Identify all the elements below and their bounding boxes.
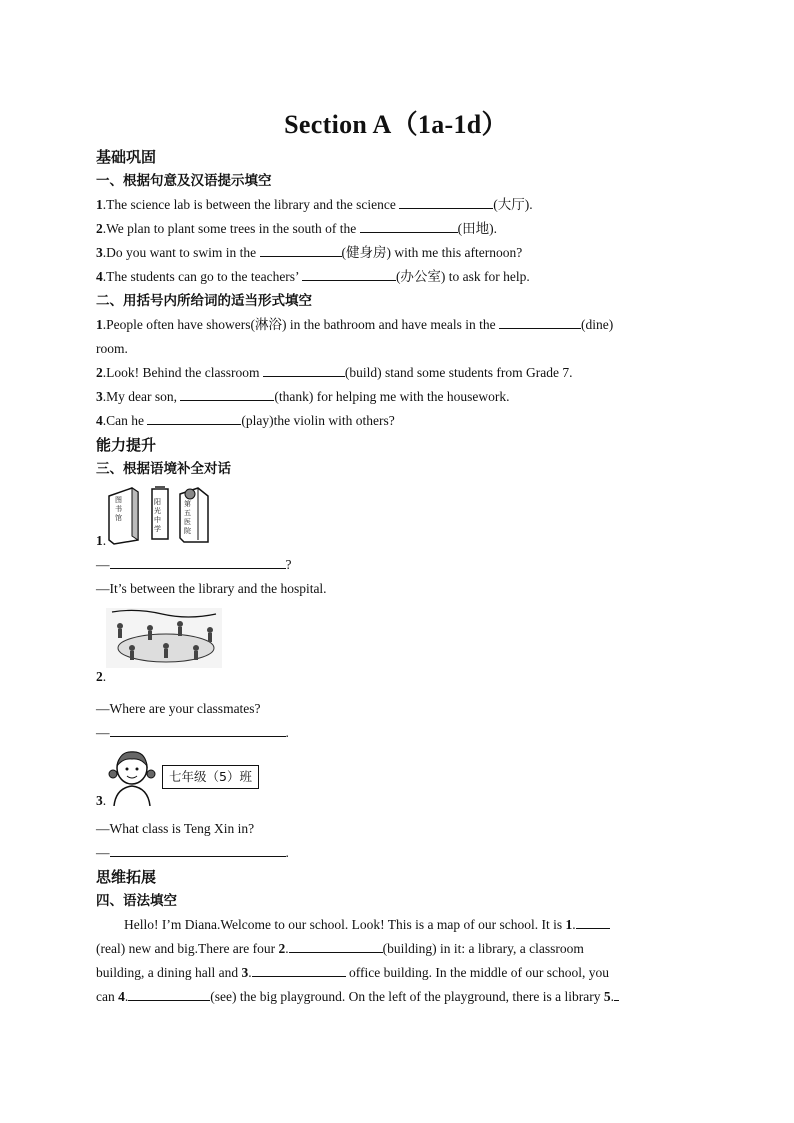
dialogue-2-question: —Where are your classmates? <box>96 701 261 716</box>
answer-blank[interactable] <box>576 914 610 929</box>
label-school: 阳光中学 <box>154 498 161 533</box>
exercise-2-item-2: 2.Look! Behind the classroom (build) stand some students from Grade 7. <box>96 361 696 385</box>
exercise-2-item-3: 3.My dear son, (thank) for helping me with the housework. <box>96 385 696 409</box>
exercise-heading-3: 三、根据语境补全对话 <box>96 461 231 477</box>
exercise-heading-2: 二、用括号内所给词的适当形式填空 <box>96 293 312 309</box>
passage-line-4: can 4. (see) the big playground. On the left of the playground, there is a library 5. <box>96 985 696 1009</box>
exercise-1-item-4: 4.The students can go to the teachers’ (办公室) to ask for help. <box>96 265 696 289</box>
label-hospital: 第五医院 <box>184 500 191 535</box>
exercise-heading-4: 四、语法填空 <box>96 893 177 909</box>
answer-blank[interactable] <box>110 722 286 737</box>
section-heading-basic: 基础巩固 <box>96 148 157 166</box>
answer-blank[interactable] <box>302 266 396 281</box>
answer-blank[interactable] <box>252 962 346 977</box>
answer-blank[interactable] <box>128 986 210 1001</box>
answer-blank[interactable] <box>147 410 241 425</box>
dialogue-1-answer: —It’s between the library and the hospital. <box>96 581 327 596</box>
exercise-2-item-1-cont: room. <box>96 341 128 356</box>
exercise-1-item-3: 3.Do you want to swim in the (健身房) with me this afternoon? <box>96 241 696 265</box>
answer-blank[interactable] <box>289 938 383 953</box>
answer-blank[interactable] <box>263 362 345 377</box>
dialogue-2-number: 2. <box>96 669 107 684</box>
answer-blank[interactable] <box>110 554 286 569</box>
answer-blank[interactable] <box>399 194 493 209</box>
label-library: 图书馆 <box>115 496 122 522</box>
exercise-1-item-2: 2.We plan to plant some trees in the south of the (田地). <box>96 217 696 241</box>
passage-line-2: (real) new and big.There are four 2. (building) in it: a library, a classroom <box>96 937 696 961</box>
answer-blank[interactable] <box>499 314 581 329</box>
dialogue-2-answer: — . <box>96 721 696 745</box>
section-heading-thinking: 思维拓展 <box>96 868 157 886</box>
exercise-1-item-1: 1.The science lab is between the library and the science (大厅). <box>96 193 696 217</box>
class-label-box: 七年级（5）班 <box>162 765 259 789</box>
answer-blank[interactable] <box>260 242 342 257</box>
section-heading-ability: 能力提升 <box>96 436 157 454</box>
dialogue-1-question: — ? <box>96 553 696 577</box>
exercise-heading-1: 一、根据句意及汉语提示填空 <box>96 173 272 189</box>
exercise-2-item-1: 1.People often have showers(淋浴) in the bathroom and have meals in the (dine) <box>96 313 696 337</box>
dialogue-1-number: 1. <box>96 533 107 548</box>
passage-line-3: building, a dining hall and 3. office building. In the middle of our school, you <box>96 961 696 985</box>
answer-blank[interactable] <box>614 986 619 1001</box>
answer-blank[interactable] <box>180 386 274 401</box>
dialogue-3-answer: — . <box>96 841 696 865</box>
dialogue-3-question: —What class is Teng Xin in? <box>96 821 255 836</box>
dialogue-3-number: 3. <box>96 793 107 808</box>
answer-blank[interactable] <box>110 842 286 857</box>
playground-illustration <box>106 608 222 668</box>
passage-line-1: Hello! I’m Diana.Welcome to our school. Look! This is a map of our school. It is 1. <box>96 913 696 937</box>
answer-blank[interactable] <box>360 218 458 233</box>
page-title: Section A（1a-1d） <box>284 110 508 139</box>
exercise-2-item-4: 4.Can he (play)the violin with others? <box>96 409 696 433</box>
